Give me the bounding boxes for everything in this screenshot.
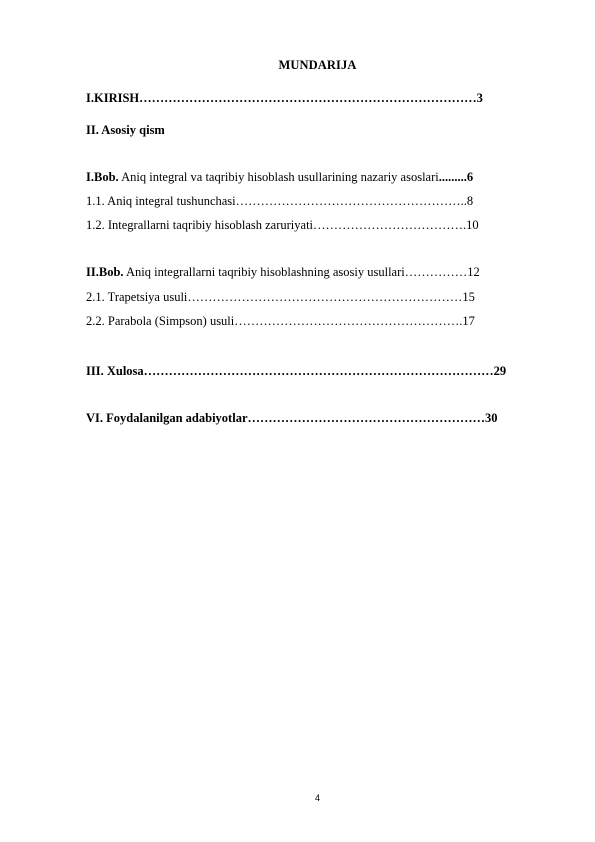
toc-entry-1-2: 1.2. Integrallarni taqribiy hisoblash zaruriyati……………………………….10 — [86, 218, 479, 232]
toc-entry-adabiyotlar: VI. Foydalanilgan adabiyotlar…………………………………………………30 — [86, 411, 498, 425]
toc-entry-1-1: 1.1. Aniq integral tushunchasi………………………………………………..8 — [86, 194, 474, 208]
toc-entry-kirish: I.KIRISH………………………………………………………………………3 — [86, 91, 483, 105]
toc-bob1-label: I.Bob. — [86, 170, 119, 184]
toc-bob2-label: II.Bob. — [86, 265, 124, 279]
toc-entry-bob1 — [86, 170, 473, 185]
toc-entry-2-1: 2.1. Trapetsiya usuli…………………………………………………………15 — [86, 290, 475, 304]
toc-entry-2-2: 2.2. Parabola (Simpson) usuli……………………………………………….17 — [86, 314, 475, 328]
toc-bob1-page: .........6 — [438, 170, 474, 184]
toc-entry-asosiy-qism: II. Asosiy qism — [86, 123, 165, 137]
toc-entry-bob2 — [86, 265, 480, 280]
toc-bob1-text: Aniq integral va taqribiy hisoblash usullarining nazariy asoslari — [118, 170, 439, 184]
toc-bob2-text: Aniq integrallarni taqribiy hisoblashning asosiy usullari……………12 — [123, 265, 480, 279]
toc-entry-xulosa: III. Xulosa…………………………………………………………………………29 — [86, 364, 507, 378]
page-title: MUNDARIJA — [278, 58, 357, 72]
page-number: 4 — [314, 793, 320, 803]
